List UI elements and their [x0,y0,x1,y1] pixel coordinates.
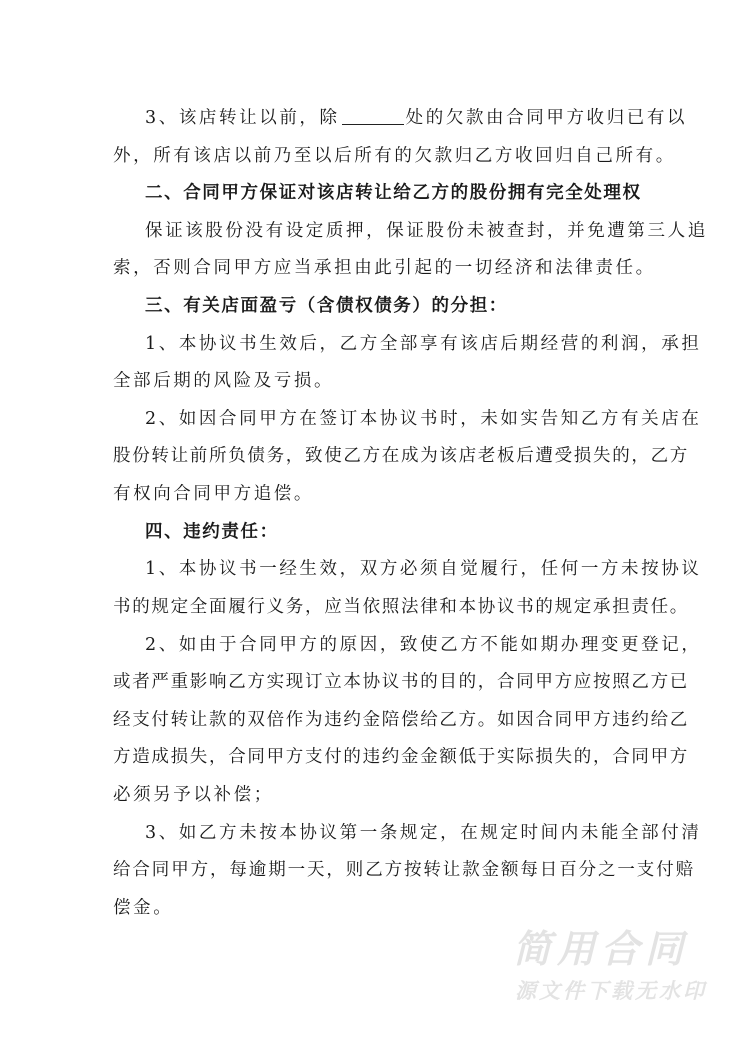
paragraph-line: 方造成损失，合同甲方支付的违约金金额低于实际损失的，合同甲方 [113,747,689,767]
paragraph-line: 偿金。 [113,898,174,918]
watermark-title: 简用合同 [513,927,690,971]
paragraph-line: 有权向合同甲方追偿。 [113,484,314,504]
paragraph-line: 1、本协议书生效后，乙方全部享有该店后期经营的利润，承担 [145,334,702,354]
paragraph-line: 经支付转让款的双倍作为违约金陪偿给乙方。如因合同甲方违约给乙 [113,710,689,730]
blank-field [342,104,404,125]
paragraph-line: 1、本协议书一经生效，双方必须自觉履行，任何一方未按协议 [145,559,702,579]
section-heading-4: 四、违约责任： [145,522,279,542]
line-text: 处的欠款由合同甲方收归已有以 [405,108,688,128]
section-heading-3: 三、有关店面盈亏（含债权债务）的分担： [145,296,508,316]
paragraph-line: 索，否则合同甲方应当承担由此引起的一切经济和法律责任。 [113,258,656,278]
paragraph-line: 外，所有该店以前乃至以后所有的欠款归乙方收回归自己所有。 [113,146,676,166]
paragraph-line: 股份转让前所负债务，致使乙方在成为该店老板后遭受损失的，乙方 [113,446,689,466]
paragraph-line [145,100,687,137]
paragraph-line: 全部后期的风险及亏损。 [113,371,335,391]
line-text: 3、该店转让以前，除 [145,108,340,128]
section-heading-2: 二、合同甲方保证对该店转让给乙方的股份拥有完全处理权 [145,183,642,203]
paragraph-line: 保证该股份没有设定质押，保证股份未被查封，并免遭第三人追 [145,221,708,241]
paragraph-line: 必须另予以补偿； [113,785,274,805]
paragraph-line: 或者严重影响乙方实现订立本协议书的目的，合同甲方应按照乙方已 [113,672,689,692]
paragraph-line: 2、如由于合同甲方的原因，致使乙方不能如期办理变更登记， [145,635,702,655]
paragraph-line: 书的规定全面履行义务，应当依照法律和本协议书的规定承担责任。 [113,597,689,617]
paragraph-line: 给合同甲方，每逾期一天，则乙方按转让款金额每日百分之一支付赔 [113,860,695,880]
watermark-subtitle: 源文件下载无水印 [515,979,707,1003]
paragraph-line: 3、如乙方未按本协议第一条规定，在规定时间内未能全部付清 [145,823,702,843]
paragraph-line: 2、如因合同甲方在签订本协议书时，未如实告知乙方有关店在 [145,409,702,429]
